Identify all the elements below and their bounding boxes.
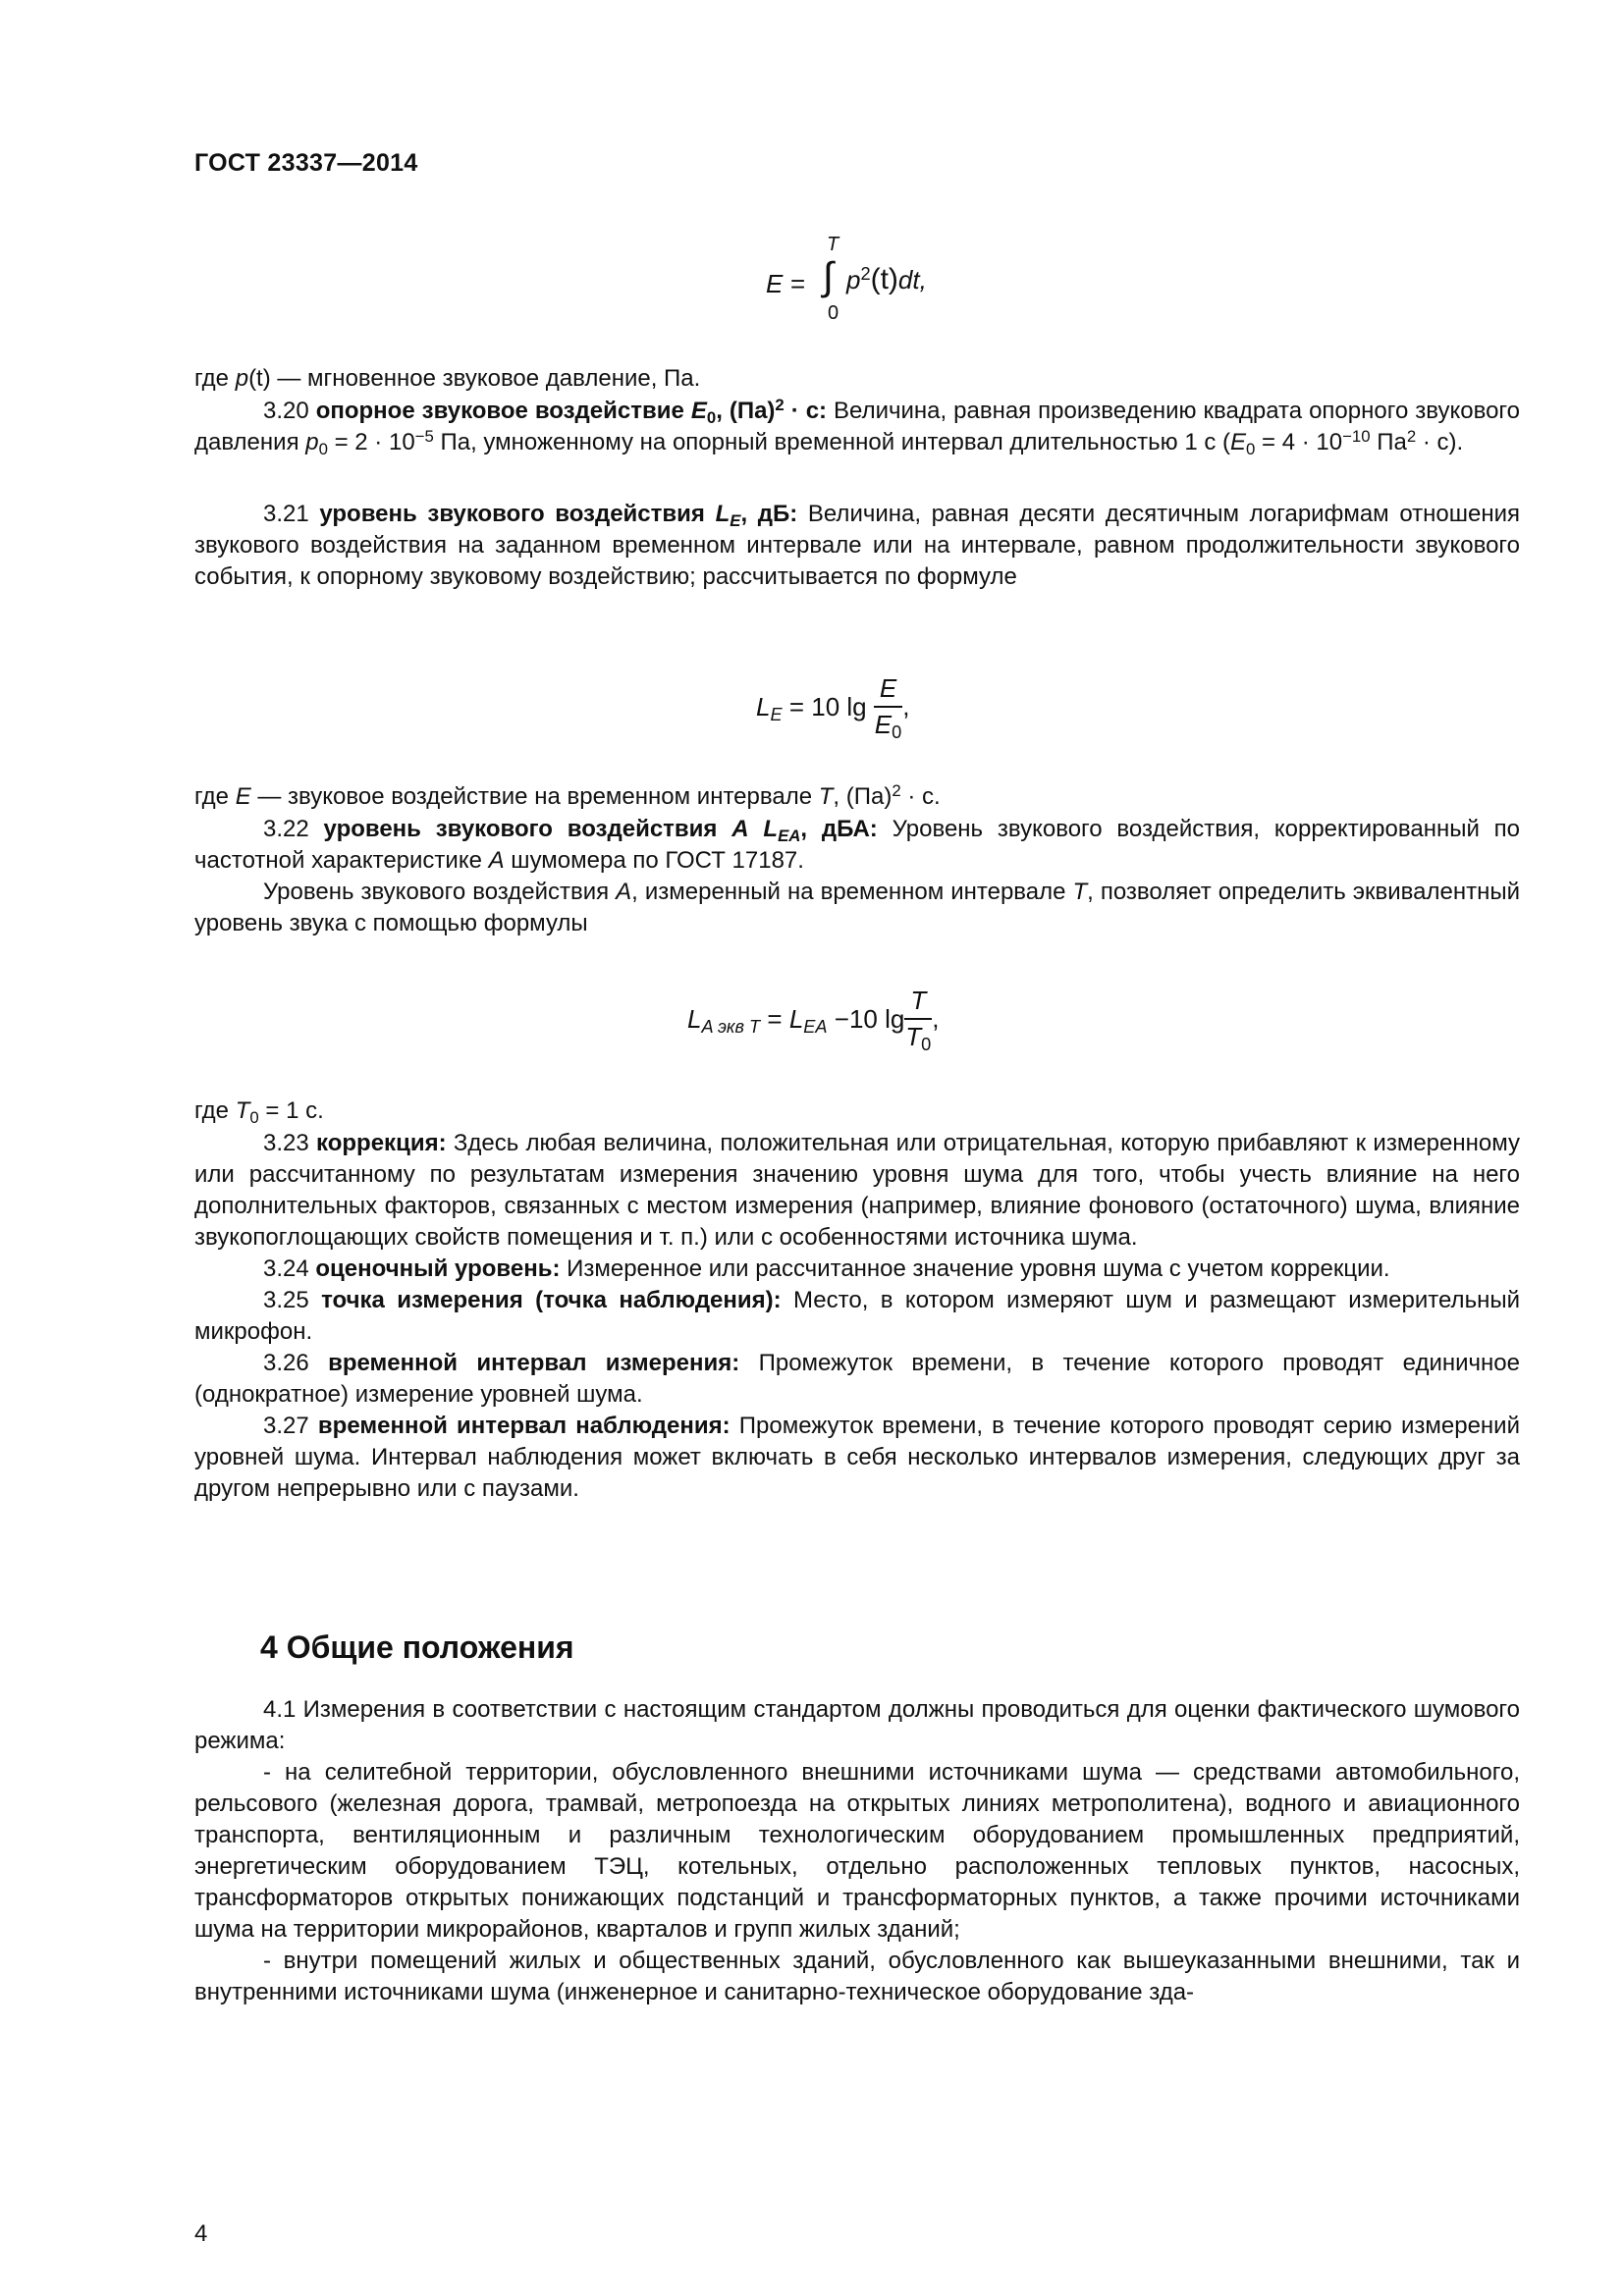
text: где xyxy=(194,783,236,810)
text: = 10 lg xyxy=(782,691,874,721)
document-code: ГОСТ 23337—2014 xyxy=(194,149,418,177)
exp: −10 xyxy=(1342,426,1371,446)
formula-integrand xyxy=(846,263,927,296)
paragraph-3-22 xyxy=(194,814,1520,939)
paragraph-where-3 xyxy=(194,1095,1520,1127)
formula-lhs xyxy=(756,691,874,724)
term-var: E xyxy=(690,398,707,424)
text: , (Па) xyxy=(833,783,893,810)
term-sub: 0 xyxy=(706,408,717,428)
term xyxy=(323,816,878,846)
var: T xyxy=(818,783,834,810)
term-text: уровень звукового воздействия xyxy=(323,816,732,842)
text: = xyxy=(760,1003,789,1034)
text: = 2 · 10 xyxy=(327,429,415,455)
var: E xyxy=(1230,429,1247,455)
section-4-body xyxy=(194,1694,1520,2008)
paragraph-3-23 xyxy=(194,1128,1520,1254)
text: Измеренное или рассчитанное значение уровня шума с учетом коррекции. xyxy=(560,1255,1390,1282)
term-exp: 2 xyxy=(775,395,785,414)
sub: EA xyxy=(803,1016,828,1037)
paragraph-3-24 xyxy=(194,1254,1520,1285)
denominator xyxy=(874,708,902,743)
var: T xyxy=(235,1097,250,1124)
text: −10 lg xyxy=(827,1003,905,1034)
integral-upper-limit: T xyxy=(827,234,839,255)
text: Величина, равная произведению квадрата опорного звукового давления xyxy=(194,398,1521,455)
var: p xyxy=(235,365,249,392)
var: T xyxy=(1072,879,1088,905)
var: p xyxy=(305,429,319,455)
clause-number: 3.25 xyxy=(263,1287,322,1313)
text: , xyxy=(902,691,910,721)
clause-number: 3.24 xyxy=(263,1255,316,1282)
var: E xyxy=(879,673,897,703)
term-text: уровень звукового воздействия xyxy=(319,501,716,527)
term-sub: E xyxy=(730,511,741,531)
term-var: A xyxy=(731,816,749,842)
text: Место, в котором измеряют шум и размещают измерительный микрофон. xyxy=(194,1287,1520,1345)
sub: 0 xyxy=(1246,440,1256,459)
formula-exposure-level xyxy=(756,673,910,743)
var: T xyxy=(905,1022,922,1051)
var: A xyxy=(488,847,505,874)
paragraph-3-20 xyxy=(194,396,1520,458)
text: Промежуток времени, в течение которого проводят серию измерений уровней шума. Интервал наблюдения может включать в себя несколько интервалов измерения, следующих друг за другом непрерывно или с паузами. xyxy=(194,1413,1520,1502)
clause-number: 3.22 xyxy=(263,816,324,842)
formula-lhs: E = xyxy=(766,269,805,298)
exp: 2 xyxy=(1406,426,1417,446)
term-text: опорное звуковое воздействие xyxy=(315,398,691,424)
integrand-dt: dt, xyxy=(897,265,927,294)
text: Па xyxy=(1370,429,1407,455)
integral-lower-limit: 0 xyxy=(828,302,839,324)
term-sub: EA xyxy=(778,827,801,846)
text: — мгновенное звуковое давление, Па. xyxy=(270,365,701,392)
term-var: L xyxy=(715,501,731,527)
fraction xyxy=(904,986,932,1055)
var: L xyxy=(687,1003,702,1034)
formula-sound-exposure xyxy=(766,232,982,330)
text: где xyxy=(194,365,236,392)
text: , позволяет определить эквивалентный уровень звука с помощью формулы xyxy=(194,879,1520,936)
term-unit: , (Па) xyxy=(716,398,776,424)
term-end: · с: xyxy=(784,398,828,424)
text: , xyxy=(932,1003,940,1034)
paragraph-where-2 xyxy=(194,781,1520,813)
text: — звуковое воздействие на временном интервале xyxy=(250,783,819,810)
term: временной интервал наблюдения: xyxy=(317,1413,731,1439)
term: коррекция: xyxy=(316,1130,447,1156)
paragraphs-3-23-to-3-27 xyxy=(194,1128,1520,1505)
sub: 0 xyxy=(318,440,328,459)
sub: 0 xyxy=(892,722,902,743)
integrand-exp: 2 xyxy=(860,263,871,284)
text: Величина, равная десяти десятичным логарифмам отношения звукового воздействия на заданном временном интервале или на интервале, равном продолжительности звукового события, к опорному звуковому воздействию; рассчитывается по формуле xyxy=(194,501,1520,590)
var: E xyxy=(874,710,893,739)
sub: E xyxy=(770,704,783,724)
sub: 0 xyxy=(249,1108,259,1128)
paragraph-3-21 xyxy=(194,499,1520,593)
section-heading: 4 Общие положения xyxy=(260,1629,574,1665)
paragraph-3-26 xyxy=(194,1348,1520,1411)
term-end: , дБ: xyxy=(740,501,798,527)
text: Уровень звукового воздействия xyxy=(263,879,617,905)
var: T xyxy=(910,986,927,1015)
term-var: L xyxy=(763,816,779,842)
text: , измеренный на временном интервале xyxy=(631,879,1073,905)
page-number: 4 xyxy=(194,2220,208,2247)
exp: −5 xyxy=(414,426,434,446)
text: Промежуток времени, в течение которого проводят единичное (однократное) измерение уровней шума. xyxy=(194,1350,1520,1408)
text: = 1 с. xyxy=(258,1097,324,1124)
term: оценочный уровень: xyxy=(315,1255,561,1282)
paragraph-where-1 xyxy=(194,363,1520,395)
clause-number: 3.21 xyxy=(263,501,320,527)
fraction xyxy=(874,673,902,743)
text: Уровень звукового воздействия, корректированный по частотной характеристике xyxy=(194,816,1521,874)
text: Па, умноженному на опорный временной интервал длительностью 1 с ( xyxy=(433,429,1230,455)
var: A xyxy=(616,879,632,905)
sub: 0 xyxy=(921,1035,932,1055)
clause-number: 3.27 xyxy=(263,1413,318,1439)
text: · с). xyxy=(1416,429,1464,455)
integrand-arg: (t) xyxy=(870,263,898,295)
formula-equivalent-level xyxy=(687,986,940,1055)
formula-lhs xyxy=(687,1003,905,1037)
var: L xyxy=(788,1003,804,1034)
term: точка измерения (точка наблюдения): xyxy=(321,1287,782,1313)
integrand-var: p xyxy=(846,265,861,294)
paragraph-3-27 xyxy=(194,1411,1520,1505)
text: шумомера по ГОСТ 17187. xyxy=(504,847,804,874)
clause-number: 3.26 xyxy=(263,1350,329,1376)
term xyxy=(319,501,798,531)
clause-number: 3.20 xyxy=(263,398,316,424)
term-end: , дБА: xyxy=(800,816,878,842)
text: где xyxy=(194,1097,236,1124)
sub: A экв T xyxy=(701,1016,761,1037)
integral-sign: ∫ xyxy=(823,255,834,298)
text: (t) xyxy=(248,365,271,392)
exp: 2 xyxy=(892,780,901,800)
text: Здесь любая величина, положительная или отрицательная, которую прибавляют к измеренному или рассчитанному по результатам измерения значению уровня шума для того, чтобы учесть влияние на него дополнительных факторов, связанных с местом измерения (например, влияние фонового (остаточного) шума, влияние звукопоглощающих свойств помещения и т. п.) или с особенностями источника шума. xyxy=(194,1130,1520,1251)
list-item: - на селитебной территории, обусловленного внешними источниками шума — средствами автомобильного, рельсового (железная дорога, трамвай, метропоезда на открытых линиях метрополитена), водного и авиационного транспорта, вентиляционным и различным технологическим оборудованием промышленных предприятий, энергетическим оборудованием ТЭЦ, котельных, отдельно расположенных тепловых пунктов, насосных, трансформаторов открытых понижающих подстанций и трансформаторных пунктов, а также прочими источниками шума на территории микрорайонов, кварталов и групп жилых зданий; xyxy=(194,1759,1520,1943)
var: E xyxy=(235,783,251,810)
denominator xyxy=(904,1020,932,1055)
term: временной интервал измерения: xyxy=(328,1350,740,1376)
paragraph-4-1: 4.1 Измерения в соответствии с настоящим стандартом должны проводиться для оценки фактического шумового режима: xyxy=(194,1696,1520,1754)
list-item: - внутри помещений жилых и общественных зданий, обусловленного как вышеуказанными внешними, так и внутренними источниками шума (инженерное и санитарно-техническое оборудование зда- xyxy=(194,1948,1520,2005)
text: = 4 · 10 xyxy=(1255,429,1343,455)
clause-number: 3.23 xyxy=(263,1130,317,1156)
paragraph-3-25 xyxy=(194,1285,1520,1348)
text: · с. xyxy=(900,783,941,810)
var: L xyxy=(756,691,771,721)
term xyxy=(315,395,828,428)
numerator xyxy=(874,673,902,708)
numerator xyxy=(904,986,932,1020)
